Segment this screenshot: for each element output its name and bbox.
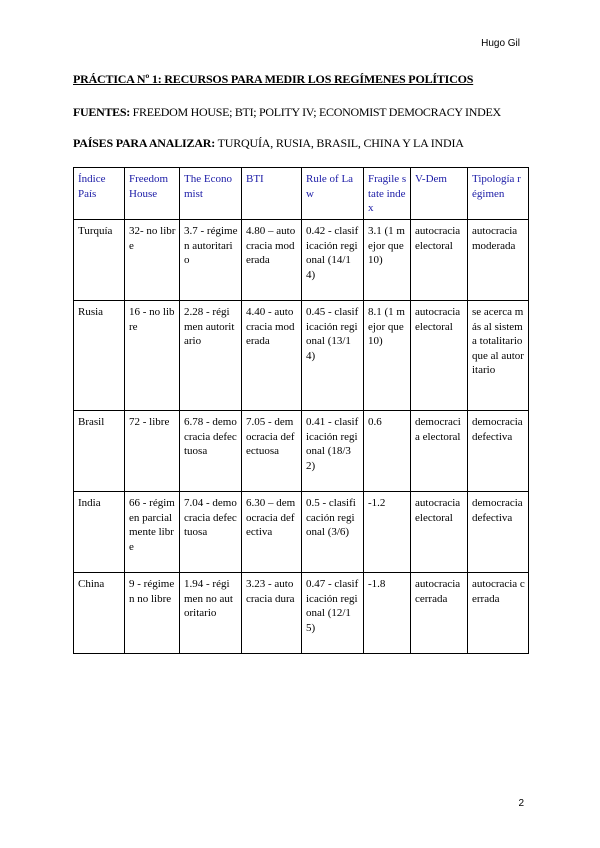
cell-typology: autocracia cerrada xyxy=(468,573,529,654)
cell-economist: 3.7 - régimen autoritario xyxy=(180,220,242,301)
cell-economist: 6.78 - democracia defectuosa xyxy=(180,411,242,492)
table-row xyxy=(74,492,529,573)
header-freedom-house: Freedom House xyxy=(125,168,180,220)
cell-rule-of-law: 0.41 - clasificación regional (18/32) xyxy=(302,411,364,492)
cell-economist: 7.04 - democracia defectuosa xyxy=(180,492,242,573)
countries-text: TURQUÍA, RUSIA, BRASIL, CHINA Y LA INDIA xyxy=(215,136,464,150)
cell-fragile-state: -1.8 xyxy=(364,573,411,654)
cell-typology: se acerca más al sistema totalitario que al autoritario xyxy=(468,301,529,411)
cell-freedom-house: 16 - no libre xyxy=(125,301,180,411)
header-vdem: V-Dem xyxy=(411,168,468,220)
countries-label: PAÍSES PARA ANALIZAR: xyxy=(73,136,216,150)
header-author: Hugo Gil xyxy=(481,38,520,49)
cell-fragile-state: -1.2 xyxy=(364,492,411,573)
cell-bti: 4.40 - autocracia moderada xyxy=(242,301,302,411)
cell-economist: 1.94 - régimen no autoritario xyxy=(180,573,242,654)
table-row xyxy=(74,220,529,301)
document-title: PRÁCTICA Nº 1: RECURSOS PARA MEDIR LOS REGÍMENES POLÍTICOS xyxy=(73,72,474,86)
cell-rule-of-law: 0.47 - clasificación regional (12/15) xyxy=(302,573,364,654)
cell-country: Brasil xyxy=(74,411,125,492)
sources-label: FUENTES: xyxy=(73,105,130,119)
cell-fragile-state: 3.1 (1 mejor que 10) xyxy=(364,220,411,301)
table-header-row xyxy=(74,168,529,220)
header-economist: The Economist xyxy=(180,168,242,220)
cell-typology: autocracia moderada xyxy=(468,220,529,301)
cell-bti: 6.30 – democracia defectiva xyxy=(242,492,302,573)
cell-freedom-house: 32- no libre xyxy=(125,220,180,301)
cell-freedom-house: 9 - régimen no libre xyxy=(125,573,180,654)
countries-line xyxy=(73,136,464,151)
header-typology: Tipología régimen xyxy=(468,168,529,220)
cell-rule-of-law: 0.45 - clasificación regional (13/14) xyxy=(302,301,364,411)
cell-country: India xyxy=(74,492,125,573)
cell-rule-of-law: 0.42 - clasificación regional (14/14) xyxy=(302,220,364,301)
table-row xyxy=(74,411,529,492)
table-row xyxy=(74,301,529,411)
cell-country: Rusia xyxy=(74,301,125,411)
sources-line xyxy=(73,105,501,120)
header-index-country xyxy=(74,168,125,220)
cell-rule-of-law: 0.5 - clasificación regional (3/6) xyxy=(302,492,364,573)
cell-vdem: autocracia cerrada xyxy=(411,573,468,654)
cell-country: China xyxy=(74,573,125,654)
cell-freedom-house: 72 - libre xyxy=(125,411,180,492)
cell-vdem: autocracia electoral xyxy=(411,492,468,573)
header-fragile-state: Fragile state index xyxy=(364,168,411,220)
cell-typology: democracia defectiva xyxy=(468,492,529,573)
cell-vdem: autocracia electoral xyxy=(411,301,468,411)
cell-fragile-state: 8.1 (1 mejor que 10) xyxy=(364,301,411,411)
table-row xyxy=(74,573,529,654)
cell-vdem: democracia electoral xyxy=(411,411,468,492)
cell-bti: 4.80 – autocracia moderada xyxy=(242,220,302,301)
cell-economist: 2.28 - régimen autoritario xyxy=(180,301,242,411)
cell-bti: 3.23 - autocracia dura xyxy=(242,573,302,654)
header-index-label: Índice País xyxy=(78,173,106,200)
regimes-table xyxy=(73,167,529,654)
cell-country: Turquía xyxy=(74,220,125,301)
cell-freedom-house: 66 - régimen parcialmente libre xyxy=(125,492,180,573)
page-number: 2 xyxy=(518,798,524,809)
cell-fragile-state: 0.6 xyxy=(364,411,411,492)
cell-vdem: autocracia electoral xyxy=(411,220,468,301)
cell-bti: 7.05 - democracia defectuosa xyxy=(242,411,302,492)
cell-typology: democracia defectiva xyxy=(468,411,529,492)
header-bti: BTI xyxy=(242,168,302,220)
header-rule-of-law: Rule of Law xyxy=(302,168,364,220)
sources-text: FREEDOM HOUSE; BTI; POLITY IV; ECONOMIST DEMOCRACY INDEX xyxy=(129,105,501,119)
